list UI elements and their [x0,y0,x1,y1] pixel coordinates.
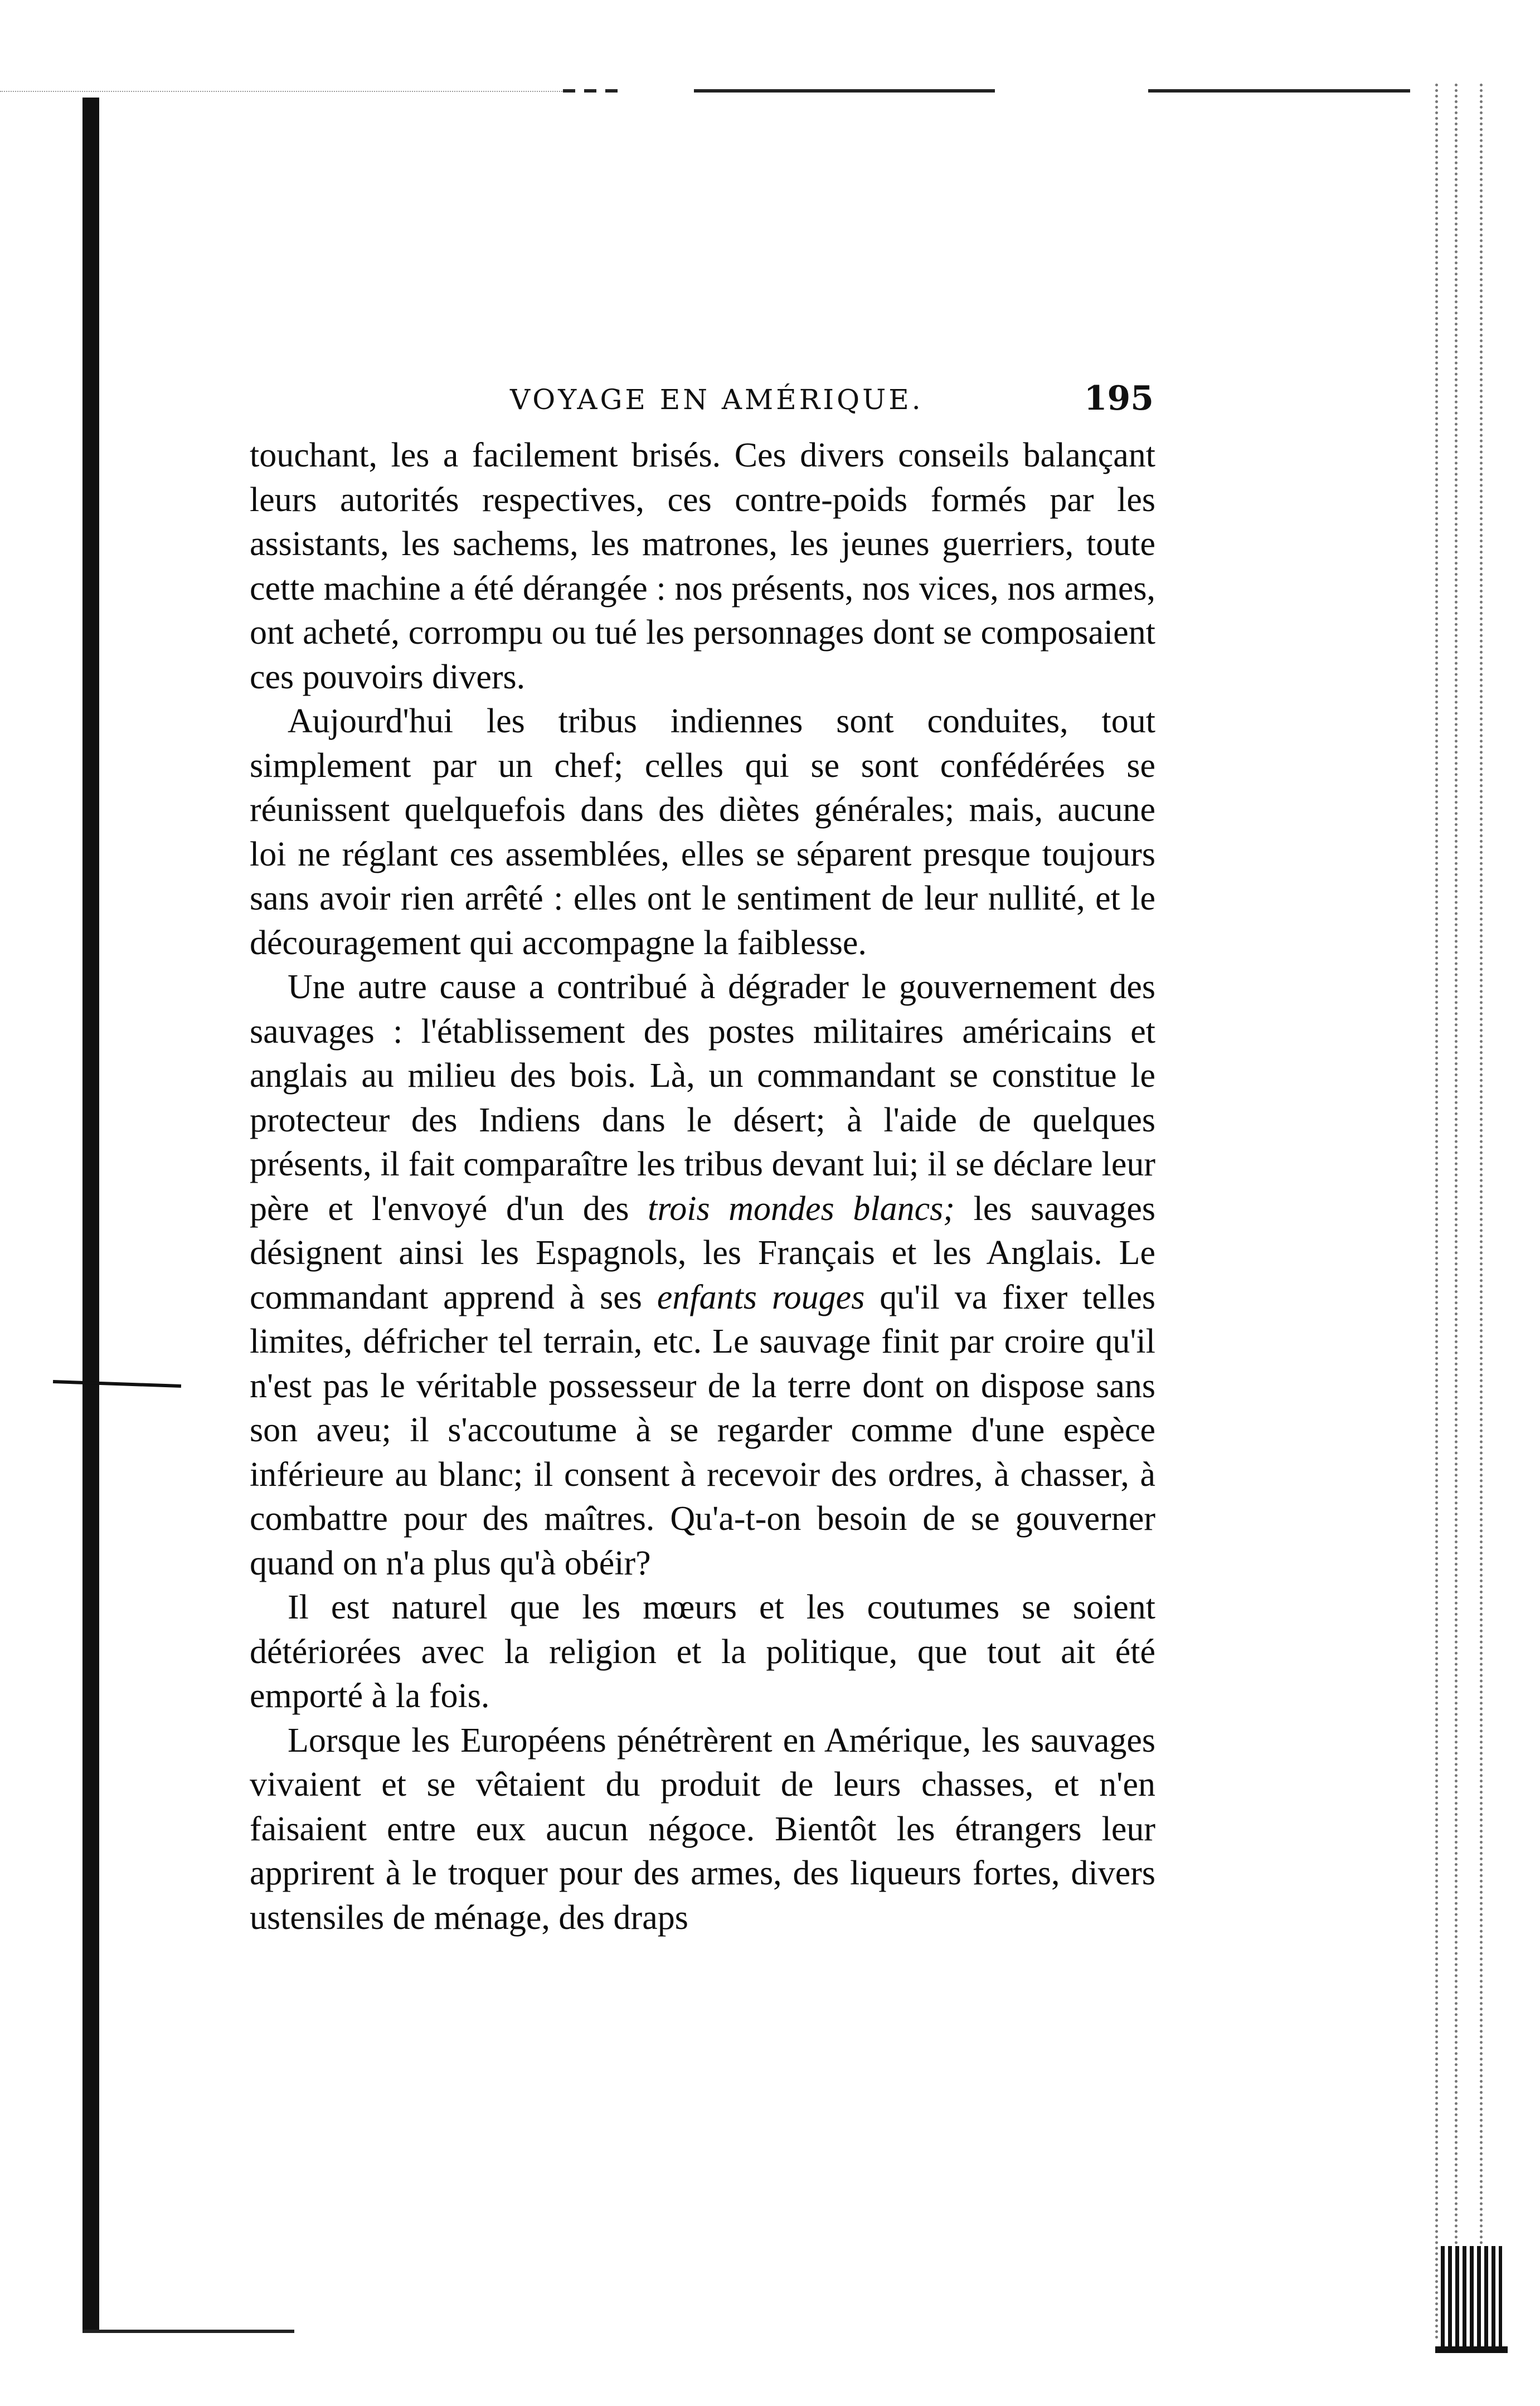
paragraph-text: qu'il va fixer telles limites, défricher tel terrain, etc. Le sauvage finit par croire qu'il n'est pas le véritable possesseur de la terre dont on dispose sans son aveu; il s'accoutume à se regarder comme d'une espèce inférieure au blanc; il consent à recevoir des ordres, à chasser, à combattre pour des maîtres. Qu'a-t-on besoin de se gouverner quand on n'a plus qu'à obéir? [250,1278,1155,1582]
italic-phrase: trois mondes blancs; [648,1189,955,1228]
binding-mark [53,1380,181,1388]
running-head [245,379,1154,429]
binding-edge [82,98,99,2332]
running-title: VOYAGE EN AMÉRIQUE. [510,383,924,416]
body-text [250,434,1155,1940]
binding-base [82,2330,294,2333]
paragraph: touchant, les a facilement brisés. Ces divers conseils balançant leurs autorités respectives, ces contre-poids formés par les assistants, les sachems, les matrones, les jeunes guerriers, toute cette machine a été dérangée : nos présents, nos vices, nos armes, ont acheté, corrompu ou tué les personnages dont se composaient ces pouvoirs divers. [250,436,1155,696]
paragraph: Lorsque les Européens pénétrèrent en Amérique, les sauvages vivaient et se vêtaient du produit de leurs chasses, et n'en faisaient entre eux aucun négoce. Bientôt les étrangers leur apprirent à le troquer pour des armes, des liqueurs fortes, divers ustensiles de ménage, des draps [250,1721,1155,1937]
paragraph-text: Une autre cause a contribué à dégrader le gouvernement des sauvages : l'établissement des postes militaires américains et anglais au milieu des bois. Là, un commandant se constitue le protecteur des Indiens dans le désert; à l'aide de quelques présents, il fait comparaître les tribus devant lui; il se déclare leur père et l'envoyé d'un des [250,968,1155,1228]
page-number: 195 [1084,379,1154,418]
paragraph [250,965,1155,1586]
right-page-edge [1430,84,1513,2341]
top-rule [0,89,1540,93]
paragraph: Aujourd'hui les tribus indiennes sont conduites, tout simplement par un chef; celles qui se sont confédérées se réunissent quelquefois dans des diètes générales; mais, aucune loi ne réglant ces assemblées, elles se séparent presque toujours sans avoir rien arrêté : elles ont le sentiment de leur nullité, et le découragement qui accompagne la faiblesse. [250,702,1155,962]
paragraph-text: les sauvages désignent ainsi les Espagnols, les Français et les Anglais. Le commandant apprend à ses [250,1189,1155,1316]
paragraph: Il est naturel que les mœurs et les coutumes se soient détériorées avec la religion et la politique, que tout ait été emporté à la fois. [250,1588,1155,1715]
italic-phrase: enfants rouges [657,1278,865,1316]
